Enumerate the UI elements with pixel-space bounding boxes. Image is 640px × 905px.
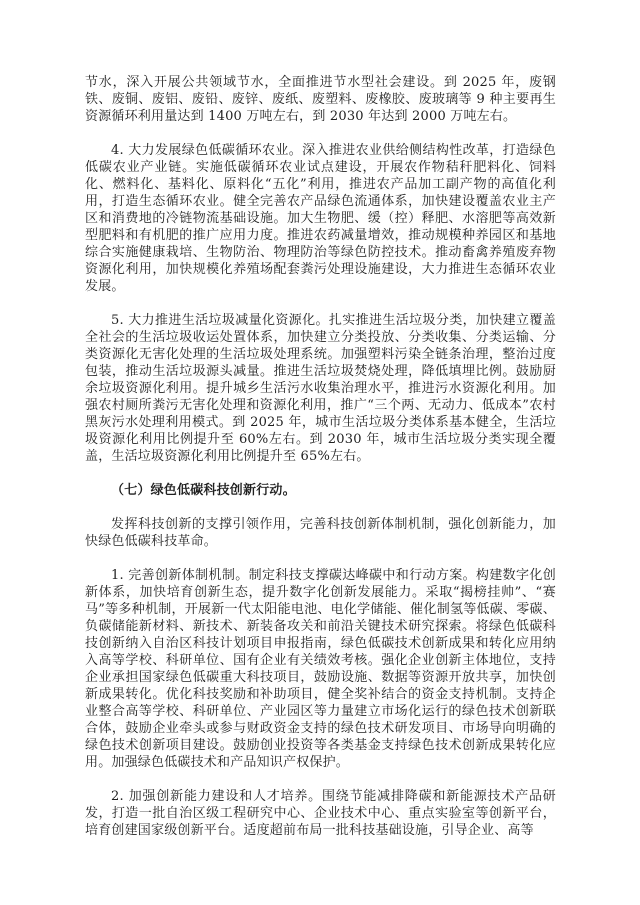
section-heading-7: （七）绿色低碳科技创新行动。 (111, 483, 296, 498)
document-content (85, 74, 556, 839)
paragraph-item-4: 4. 大力发展绿色低碳循环农业。深入推进农业供给侧结构性改革，打造绿色低碳农业产业链。实施低碳循环农业试点建设，开展农作物秸秆肥料化、饲料化、燃料化、基料化、原料化“五化”利用，推进农产品加工副产物的高值化利用，打造生态循环农业。健全完善农产品绿色流通体系，加快建设覆盖农业主产区和消费地的冷链物流基础设施。加大生物肥、缓（控）释肥、水溶肥等高效新型肥料和有机肥的推广应用力度。推进农药减量增效，推动规模种养园区和基地综合实施健康栽培、生物防治、物理防治等绿色防控技术。推动畜禽养殖废弃物资源化利用，加快规模化养殖场配套粪污处理设施建设，大力推进生态循环农业发展。 (85, 143, 556, 294)
section-intro-paragraph: 发挥科技创新的支撑引领作用，完善科技创新体制机制，强化创新能力，加快绿色低碳科技革命。 (85, 517, 556, 549)
paragraph-continuation: 节水，深入开展公共领域节水，全面推进节水型社会建设。到 2025 年，废钢铁、废铜、废铝、废铅、废锌、废纸、废塑料、废橡胶、废玻璃等 9 种主要再生资源循环利用量达到 1400 万吨左右，到 2030 年达到 2000 万吨左右。 (85, 75, 556, 124)
paragraph-item-5: 5. 大力推进生活垃圾减量化资源化。扎实推进生活垃圾分类，加快建立覆盖全社会的生活垃圾收运处置体系，加快建立分类投放、分类收集、分类运输、分类资源化无害化处理的生活垃圾处理系统。加强塑料污染全链条治理，整治过度包装，推动生活垃圾源头减量。推进生活垃圾焚烧处理，降低填埋比例。鼓励厨余垃圾资源化利用。提升城乡生活污水收集治理水平，推进污水资源化利用。加强农村厕所粪污无害化处理和资源化利用，推广“三个两、无动力、低成本”农村黑灰污水处理利用模式。到 2025 年，城市生活垃圾分类体系基本健全，生活垃圾资源化利用比例提升至 60%左右。到 2030 年，城市生活垃圾分类实现全覆盖，生活垃圾资源化利用比例提升至 65%左右。 (85, 313, 556, 464)
paragraph-item-1: 1. 完善创新体制机制。制定科技支撑碳达峰碳中和行动方案。构建数字化创新体系，加快培育创新生态，提升数字化创新发展能力。采取“揭榜挂帅”、“赛马”等多种机制，开展新一代太阳能电池、电化学储能、催化制氢等低碳、零碳、负碳储能新材料、新技术、新装备攻关和前沿关键技术研究探索。将绿色低碳科技创新纳入自治区科技计划项目申报指南，绿色低碳技术创新成果和转化应用纳入高等学校、科研单位、国有企业有关绩效考核。强化企业创新主体地位，支持企业承担国家绿色低碳重大科技项目，鼓励设施、数据等资源开放共享，加快创新成果转化。优化科技奖励和补助项目，健全奖补结合的资金支持机制。支持企业整合高等学校、科研单位、产业园区等力量建立市场化运行的绿色技术创新联合体，鼓励企业牵头或参与财政资金支持的绿色技术研发项目、市场导向明确的绿色技术创新项目建设。鼓励创业投资等各类基金支持绿色技术创新成果转化应用。加强绿色低碳技术和产品知识产权保护。 (85, 568, 556, 770)
paragraph-item-2: 2. 加强创新能力建设和人才培养。围绕节能减排降碳和新能源技术产品研发，打造一批自治区级工程研究中心、企业技术中心、重点实验室等创新平台，培育创建国家级创新平台。适度超前布局一批科技基础设施，引导企业、高等 (85, 789, 556, 838)
